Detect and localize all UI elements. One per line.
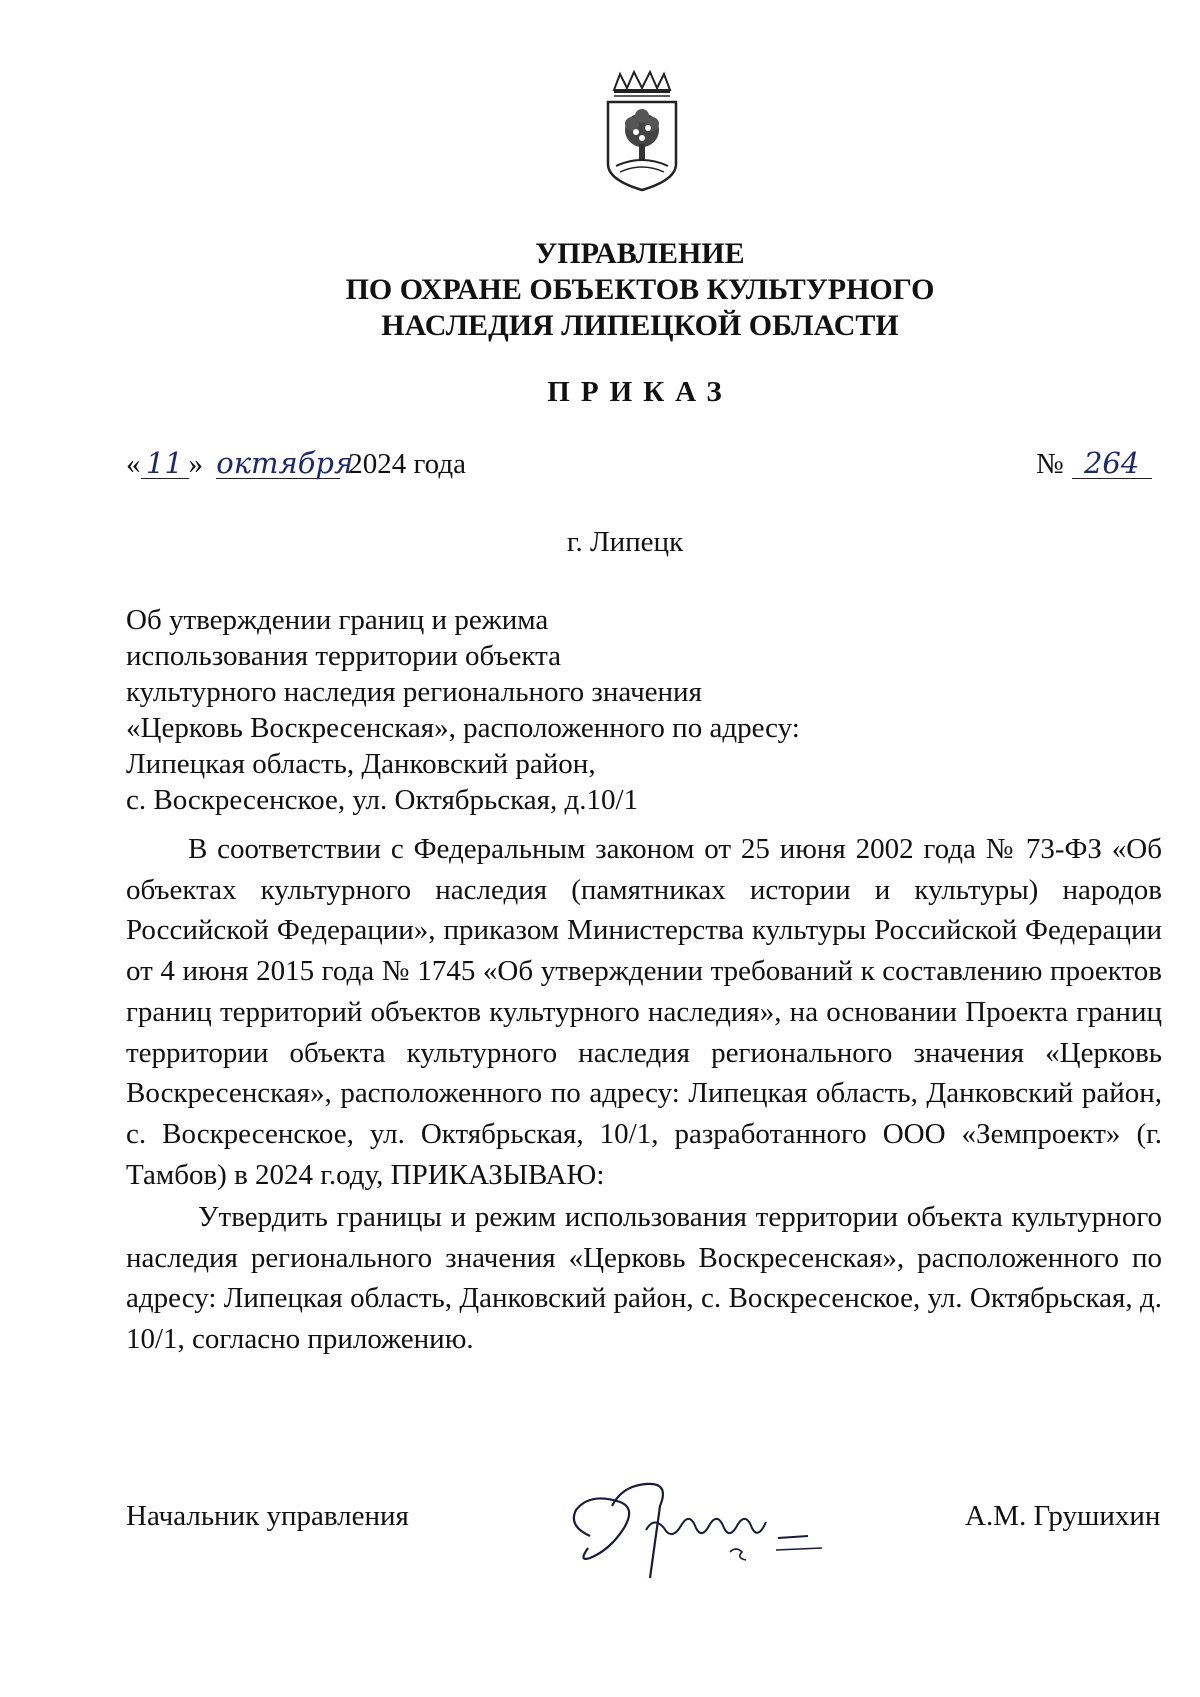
subject-line: культурного наследия регионального значения: [126, 676, 702, 708]
subject-block: [126, 602, 800, 818]
signatory-name: А.М. Грушихин: [965, 1500, 1161, 1532]
date-line: [126, 448, 466, 481]
subject-line: Об утверждении границ и режима: [126, 604, 549, 636]
date-day: 11: [141, 448, 189, 479]
subject-line: с. Воскресенское, ул. Октябрьская, д.10/1: [126, 784, 639, 816]
body-paragraph-order: Утвердить границы и режим использования территории объекта культурного наследия регионального значения «Церковь Воскресенская», расположенного по адресу: Липецкая область, Данковский район, с. Воскресенское, ул. Октябрьская, д. 10/1, согласно приложению.: [126, 1201, 1162, 1356]
quote-open: «: [126, 448, 141, 480]
coat-of-arms-icon: [600, 68, 684, 196]
city: г. Липецк: [566, 526, 684, 558]
org-name-line-3: НАСЛЕДИЯ ЛИПЕЦКОЙ ОБЛАСТИ: [381, 309, 899, 342]
handwritten-signature: [550, 1466, 850, 1596]
body-paragraph-preamble: В соответствии с Федеральным законом от 25 июня 2002 года № 73-ФЗ «Об объектах культурного наследия (памятниках истории и культуры) народов Российской Федерации», приказом Министерства культуры Российской Федерации от 4 июня 2015 года № 1745 «Об утверждении требований к составлению проектов границ территорий объектов культурного наследия», на основании Проекта границ территории объекта культурного наследия регионального значения «Церковь Воскресенская», расположенного по адресу: Липецкая область, Данковский район, с. Воскресенское, ул. Октябрьская, 10/1, разработанного ООО «Земпроект» (г. Тамбов) в 2024 г.оду, ПРИКАЗЫВАЮ:: [126, 833, 1162, 1191]
signatory-title: Начальник управления: [126, 1500, 409, 1532]
number-prefix: №: [1036, 448, 1064, 480]
document-number: [1036, 448, 1152, 481]
subject-line: Липецкая область, Данковский район,: [126, 748, 596, 780]
number-value: 264: [1072, 448, 1152, 479]
quote-close: »: [188, 448, 203, 480]
subject-line: использования территории объекта: [126, 640, 561, 672]
org-name-line-2: ПО ОХРАНЕ ОБЪЕКТОВ КУЛЬТУРНОГО: [345, 273, 935, 306]
subject-line: «Церковь Воскресенская», расположенного по адресу:: [126, 712, 800, 744]
date-year: 2024 года: [348, 448, 466, 480]
org-name-line-1: УПРАВЛЕНИЕ: [535, 237, 745, 270]
date-month: октября: [216, 446, 354, 480]
document-type-title: ПРИКАЗ: [547, 376, 733, 408]
